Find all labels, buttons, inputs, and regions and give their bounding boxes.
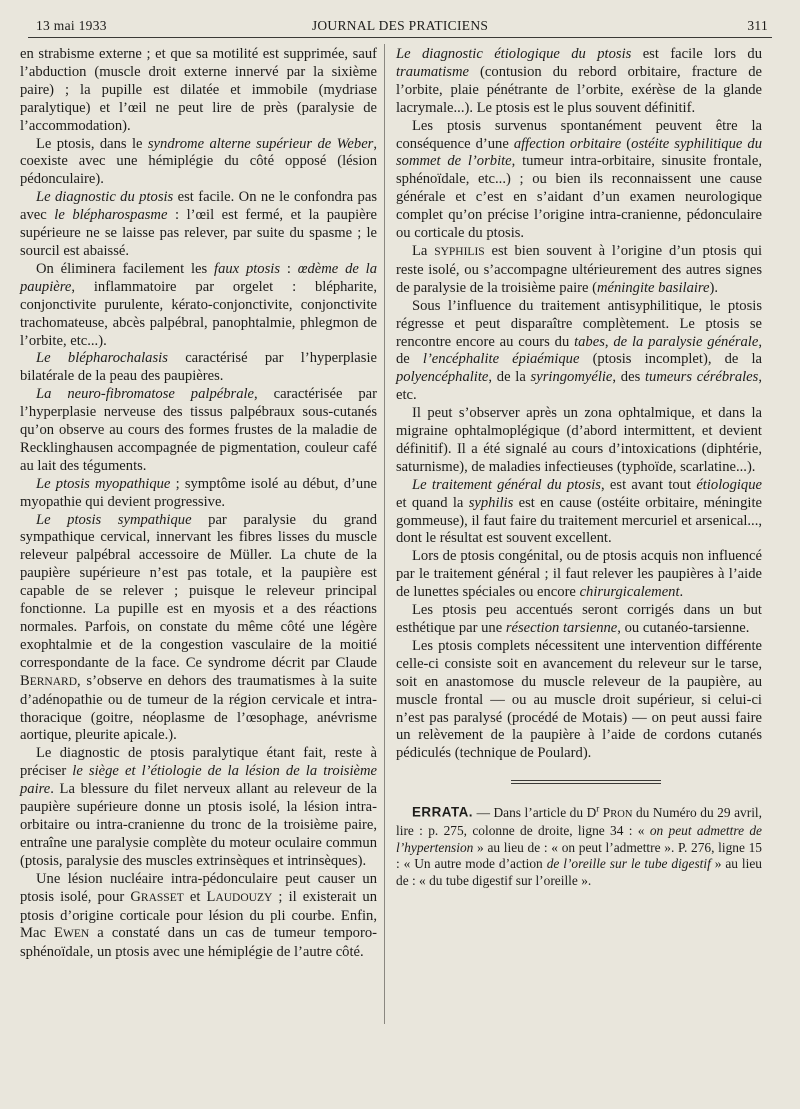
paragraph: Lors de ptosis congénital, ou de ptosis acquis non influencé par le traitement général ; il faut relever les paupières à l’aide de lunettes spéciales ou encore chirurgicalement. — [396, 548, 762, 601]
left-column — [20, 46, 377, 962]
paragraph: Sous l’influence du traitement antisyphilitique, le ptosis régresse et peut disparaître complètement. Le ptosis se rencontre encore au cours du tabes, de la paralysie générale, de l’encéphalite épiaémique (ptosis incomplet), de la polyencéphalite, de la syringomyélie, des tumeurs cérébrales, etc. — [396, 297, 762, 404]
paragraph: Le diagnostic de ptosis paralytique étant fait, reste à préciser le siège et l’étiologie de la lésion de la troisième paire. La blessure du filet nerveux allant au releveur de la paupière supérieure donne un ptosis isolé, la lésion intra-orbitaire ou intra-cranienne du tronc de la troisième paire, entraîne une paralysie complète du moteur oculaire commun (ptosis, paralysie des muscles extrinsèques et intrinsèques). — [20, 745, 377, 869]
paragraph: On éliminera facilement les faux ptosis : œdème de la paupière, inflammatoire par orgelet : blépharite, conjonctivite purulente, kérato-conjonctivite, conjonctivite trachomateuse, abcès palpébral, panophtalmie, phlegmon de l’orbite, etc...). — [20, 260, 378, 349]
paragraph: Le diagnostic étiologique du ptosis est facile lors du traumatisme (contusion du rebord orbitaire, fracture de l’orbite, plaie pénétrante de l’orbite, exérèse de la glande lacrymale...). Le ptosis est le plus souvent définitif. — [396, 46, 762, 116]
paragraph: Une lésion nucléaire intra-pédonculaire peut causer un ptosis isolé, pour GRASSET et LAUDOUZY ; il existerait un ptosis d’origine corticale pour lésion du pli courbe. Enfin, Mac EWEN a constaté dans un cas de tumeur temporo-sphénoïdale, un ptosis avec une hémiplégie de l’autre côté. — [20, 870, 378, 961]
paragraph: Les ptosis peu accentués seront corrigés dans un but esthétique par une résection tarsienne, ou cutanéo-tarsienne. — [396, 602, 762, 636]
paragraph: Les ptosis complets nécessitent une intervention différente celle-ci consiste soit en avancement du releveur sur le tarse, soit en anastomose du muscle releveur de la paupière, au muscle frontal — ou au muscle droit supérieur, si celui-ci n’est pas paralysé (procédé de Motais) — on peut aussi faire un relèvement de la paupière à l’aide de cordons cutanés pédiculés (technique de Poulard). — [396, 637, 762, 762]
issue-date: 13 mai 1933 — [36, 18, 107, 33]
paragraph: Le ptosis myopathique ; symptôme isolé au début, d’une myopathie qui devient progressive. — [20, 475, 377, 510]
errata-note — [396, 800, 762, 889]
paragraph: Le blépharochalasis caractérisé par l’hyperplasie bilatérale de la peau des paupières. — [20, 350, 377, 385]
paragraph: La SYPHILIS est bien souvent à l’origine d’un ptosis qui reste isolé, ou s’accompagne ultérieurement des autres signes de paralysie de la troisième paire (méningite basilaire). — [396, 242, 762, 296]
column-divider — [384, 44, 385, 1024]
paragraph: Il peut s’observer après un zona ophtalmique, et dans la migraine ophtalmoplégique (d’abord intermittent, et devient définitif). Il a été signalé au cours d’intoxications (diphtérie, saturnisme), de maladies infectieuses (typhoïde, scarlatine...). — [396, 405, 762, 475]
paragraph: en strabisme externe ; et que sa motilité est supprimée, sauf l’abduction (muscle droit externe innervé par la sixième paire) ; la pupille est dilatée et immobile (mydriase paralytique) et l’œil ne peut lire de près (paralysie de l’accommodation). — [20, 46, 377, 134]
header-rule — [28, 37, 772, 38]
page-number: 311 — [747, 18, 768, 33]
errata-text: — Dans l’article du $D^r$ PRON du Numéro du 29 avril, lire : p. 275, colonne de droite, ligne 34 : « on peut admettre de l’hypertension » au lieu de : « on peut l’admettre ». P. 276, ligne 15 : « Un autre mode d’action de l’oreille sur le tube digestif » au lieu de : « du tube digestif sur l’oreille ». — [396, 803, 762, 888]
errata-label: ERRATA. — [412, 804, 474, 820]
paragraph: La neuro-fibromatose palpébrale, caractérisée par l’hyperplasie nerveuse des tissus palpébraux sous-cutanés qu’on observe au cours des formes frustes de la maladie de Recklinghausen accompagnée de pigmentation, couleur café au lait des téguments. — [20, 386, 377, 474]
right-column — [396, 46, 762, 889]
paragraph: Le ptosis, dans le syndrome alterne supérieur de Weber, coexiste avec une hémiplégie du côté opposé (lésion pédonculaire). — [20, 135, 378, 188]
journal-title: JOURNAL DES PRATICIENS — [311, 18, 489, 33]
paragraph: Le diagnostic du ptosis est facile. On ne le confondra pas avec le blépharospasme : l’œil est fermé, et la paupière supérieure ne se laisse pas relever, par suite du spasme ; le sourcil est abaissé. — [20, 189, 377, 259]
paragraph: Les ptosis survenus spontanément peuvent être la conséquence d’une affection orbitaire (ostéite syphilitique du sommet de l’orbite, tumeur intra-orbitaire, sinusite frontale, sphénoïdale, etc...) ; ou bien ils reconnaissent une cause générale et c’est en s’aidant d’un examen neurologique complet qu’on précise l’origine intra-cranienne, pédonculaire ou corticale du ptosis. — [396, 117, 762, 242]
paragraph: Le traitement général du ptosis, est avant tout étiologique et quand la syphilis est en cause (ostéite orbitaire, méningite gommeuse), il faut faire du traitement mercuriel et arsenical..., dont le résultat est souvent excellent. — [396, 476, 762, 547]
running-header — [0, 14, 800, 38]
section-separator — [511, 780, 661, 784]
paragraph: Le ptosis sympathique par paralysie du grand sympathique cervical, innervant les fibres lisses du muscle releveur palpébral accessoire de Müller. La chute de la paupière supérieure n’est pas totale, et la paupière est capable de se relever ; puisque le releveur principal fonctionne. La pupille est en myosis et a des réactions normales. Parfois, on constate du même côté une légère exophtalmie et de la congestion vasculaire de la moitié correspondante de la face. Ce syndrome décrit par Claude BERNARD, s’observe en dehors des traumatismes à la suite d’adénopathie ou de tumeur de la région cervicale et intra-thoracique (goitre, néoplasme de l’œsophage, anévrisme aortique, pleurite apicale.). — [20, 511, 377, 744]
right-column-body — [396, 46, 762, 763]
